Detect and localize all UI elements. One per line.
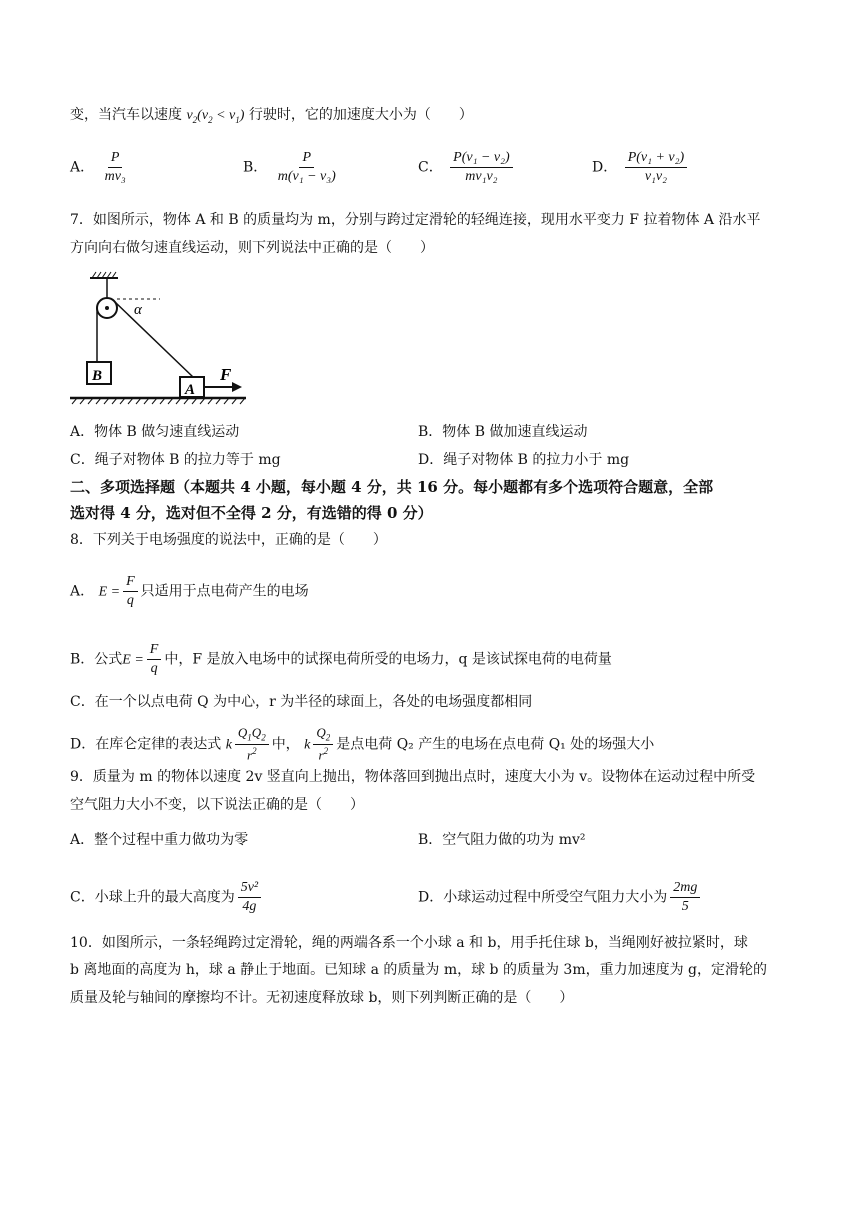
denominator: q: [150, 661, 158, 677]
q8-option-c: C．在一个以点电荷 Q 为中心，r 为半径的球面上，各处的电场强度都相同: [70, 694, 533, 710]
q6-tail-line: [70, 103, 800, 132]
coulomb-fraction: [235, 726, 269, 763]
q7-option-a: A．物体 B 做匀速直线运动: [70, 424, 240, 440]
q6-option-b: [243, 150, 342, 185]
denominator: mv₃: [104, 169, 126, 185]
option-label: A．: [70, 159, 95, 176]
q10-stem-line1: 10．如图所示，一条轻绳跨过定滑轮，绳的两端各系一个小球 a 和 b，用手托住球 b，当绳刚好被拉紧时，球: [70, 935, 748, 951]
q10-stem-line3: 质量及轮与轴间的摩擦均不计。无初速度释放球 b，则下列判断正确的是（ ）: [70, 990, 574, 1006]
section2-heading-line2: 选对得 4 分，选对但不全得 2 分，有选错的得 0 分）: [70, 504, 433, 522]
numerator: $Q_2$: [313, 726, 333, 745]
option-label: B．公式: [70, 651, 123, 668]
resistance-fraction: [670, 880, 700, 915]
q8-option-b: [70, 642, 800, 677]
height-fraction: [238, 880, 261, 915]
block-a-label: A: [185, 382, 196, 398]
option-label: C．: [418, 159, 443, 176]
q6-option-c: [418, 150, 516, 185]
numerator: F: [147, 642, 162, 660]
q9-option-b: B．空气阻力做的功为 mv²: [418, 832, 586, 848]
numerator: P(v₁ + v₂): [625, 150, 688, 168]
constant-k: k: [225, 737, 232, 753]
option-label: D．: [592, 159, 618, 176]
formula-e-equals: E =: [98, 584, 121, 600]
denominator: v₁v₂: [644, 169, 668, 185]
pulley-figure: [68, 270, 258, 410]
denominator: 4g: [242, 899, 257, 915]
block-b-label: B: [92, 368, 103, 384]
denominator: $r^2$: [247, 745, 257, 763]
q8-stem: 8．下列关于电场强度的说法中，正确的是（ ）: [70, 532, 387, 548]
q8-option-a: [70, 574, 800, 609]
numerator: 2mg: [670, 880, 700, 898]
pulley-axle: [105, 306, 109, 310]
numerator: P: [299, 150, 314, 168]
q6-option-a: [70, 150, 132, 185]
option-b-text: 中，F 是放入电场中的试探电荷所受的电场力，q 是该试探电荷的电荷量: [164, 651, 612, 668]
q9-option-a: A．整个过程中重力做功为零: [70, 832, 249, 848]
option-d-prefix: D．在库仑定律的表达式: [70, 736, 222, 753]
q7-option-b: B．物体 B 做加速直线运动: [418, 424, 588, 440]
numerator: F: [123, 574, 138, 592]
q8-option-d: [70, 726, 800, 763]
denominator: q: [126, 593, 134, 609]
q6-velocity-expression: $v_2(v_2 < v_1)$: [186, 108, 245, 125]
option-label: B．: [243, 159, 268, 176]
fraction: [275, 150, 339, 185]
option-c-text: C．小球上升的最大高度为: [70, 889, 235, 906]
option-a-text: 只适用于点电荷产生的电场: [140, 583, 309, 600]
denominator: $r^2$: [318, 745, 329, 763]
q9-stem-line1: 9．质量为 m 的物体以速度 2v 竖直向上抛出，物体落回到抛出点时，速度大小为 v。设物体在运动过程中所受: [70, 769, 756, 785]
fraction-f-over-q: [147, 642, 162, 677]
q7-option-c: C．绳子对物体 B 的拉力等于 mg: [70, 452, 281, 468]
option-d-mid: 中，: [271, 736, 300, 753]
numerator: 5v²: [238, 880, 261, 898]
q9-option-c: [70, 880, 264, 915]
option-d-suffix: 是点电荷 Q₂ 产生的电场在点电荷 Q₁ 处的场强大小: [336, 736, 655, 753]
q6-option-d: [592, 150, 690, 185]
fraction-f-over-q: [123, 574, 138, 609]
fraction: [625, 150, 688, 185]
numerator: $Q_1Q_2$: [235, 726, 269, 745]
q6-text-before: 变，当汽车以速度: [70, 107, 182, 123]
force-arrowhead: [232, 382, 242, 392]
q7-stem-line2: 方向向右做匀速直线运动，则下列说法中正确的是（ ）: [70, 240, 434, 256]
denominator: m(v₁ − v₃): [277, 169, 336, 185]
rope-to-a: [115, 302, 193, 377]
force-f-label: F: [220, 365, 232, 384]
constant-k: k: [304, 737, 311, 753]
fraction: [450, 150, 513, 185]
fraction: [102, 150, 129, 185]
q6-text-after: 行驶时，它的加速度大小为（ ）: [248, 107, 473, 123]
numerator: P: [108, 150, 123, 168]
section2-heading-line1: 二、多项选择题（本题共 4 小题，每小题 4 分，共 16 分。每小题都有多个选项符合题意，全部: [70, 478, 714, 496]
q7-option-d: D．绳子对物体 B 的拉力小于 mg: [418, 452, 630, 468]
denominator: 5: [681, 899, 689, 915]
q10-stem-line2: b 离地面的高度为 h，球 a 静止于地面。已知球 a 的质量为 m，球 b 的质量为 3m，重力加速度为 g，定滑轮的: [70, 962, 768, 978]
numerator: P(v₁ − v₂): [450, 150, 513, 168]
angle-alpha-label: α: [134, 302, 142, 318]
denominator: mv₁v₂: [465, 169, 498, 185]
option-d-text: D．小球运动过程中所受空气阻力大小为: [418, 889, 668, 906]
q7-stem-line1: 7．如图所示，物体 A 和 B 的质量均为 m，分别与跨过定滑轮的轻绳连接，现用水平变力 F 拉着物体 A 沿水平: [70, 212, 761, 228]
option-label: A．: [70, 583, 95, 600]
field-fraction: [313, 726, 333, 763]
q9-option-d: [418, 880, 703, 915]
formula-e-equals: E =: [122, 652, 144, 668]
q9-stem-line2: 空气阻力大小不变，以下说法正确的是（ ）: [70, 797, 364, 813]
